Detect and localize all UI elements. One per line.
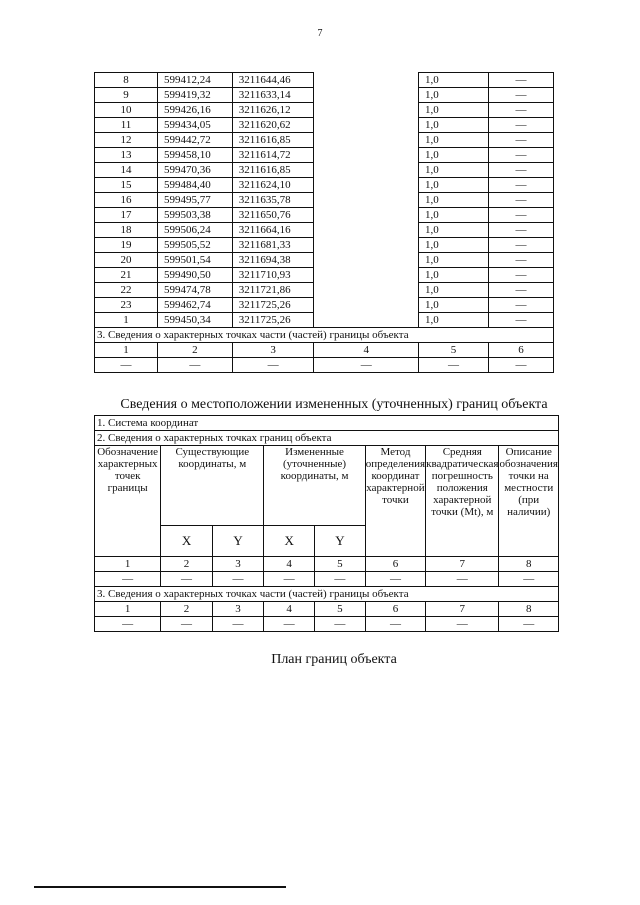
point-number: 11 <box>95 118 158 133</box>
description-value: — <box>489 178 554 193</box>
column-number: 4 <box>264 557 315 572</box>
table-row <box>95 118 554 133</box>
table-row <box>95 208 554 223</box>
column-number: 6 <box>365 602 425 617</box>
table-row <box>95 223 554 238</box>
y-coordinate: 3211626,12 <box>232 103 314 118</box>
table-gap <box>314 208 419 223</box>
x-coordinate: 599434,05 <box>158 118 233 133</box>
description-value: — <box>489 313 554 328</box>
column-number: 7 <box>426 557 499 572</box>
table-gap <box>314 163 419 178</box>
dash-value: — <box>489 358 554 373</box>
dash-value: — <box>315 572 366 587</box>
point-number: 8 <box>95 73 158 88</box>
table-gap <box>314 88 419 103</box>
y-coordinate: 3211725,26 <box>232 313 314 328</box>
table-row <box>95 163 554 178</box>
x-coordinate: 599442,72 <box>158 133 233 148</box>
description-value: — <box>489 133 554 148</box>
y-coordinate: 3211681,33 <box>232 238 314 253</box>
x-coordinate: 599484,40 <box>158 178 233 193</box>
table-gap <box>314 253 419 268</box>
x-coordinate: 599501,54 <box>158 253 233 268</box>
x-coordinate: 599506,24 <box>158 223 233 238</box>
x-coordinate: 599450,34 <box>158 313 233 328</box>
column-number: 2 <box>161 557 213 572</box>
mt-value: 1,0 <box>418 223 488 238</box>
col-mt: Средняя квадратическая погрешность положения характерной точки (Mt), м <box>426 446 499 557</box>
table-row <box>95 238 554 253</box>
changed-boundaries-heading: Сведения о местоположении измененных (уточненных) границ объекта <box>120 397 548 412</box>
column-number: 4 <box>314 343 419 358</box>
section3-numbers <box>95 343 554 358</box>
table-row <box>95 88 554 103</box>
section3-title-row <box>95 328 554 343</box>
description-value: — <box>489 238 554 253</box>
existing-y-header: Y <box>212 526 264 557</box>
point-number: 20 <box>95 253 158 268</box>
col-changed-coords: Измененные (уточненные) координаты, м <box>264 446 366 526</box>
col-description: Описание обозначения точки на местности (при наличии) <box>499 446 559 557</box>
mt-value: 1,0 <box>418 283 488 298</box>
dash-value: — <box>158 358 233 373</box>
col-point-label: Обозначение характерных точек границы <box>95 446 161 557</box>
dash-value: — <box>232 358 314 373</box>
y-coordinate: 3211725,26 <box>232 298 314 313</box>
dash-value: — <box>314 358 419 373</box>
y-coordinate: 3211694,38 <box>232 253 314 268</box>
mt-value: 1,0 <box>418 253 488 268</box>
mt-value: 1,0 <box>418 103 488 118</box>
table-gap <box>314 298 419 313</box>
column-number: 7 <box>426 602 499 617</box>
table-row <box>95 313 554 328</box>
column-number: 8 <box>499 557 559 572</box>
table-gap <box>314 238 419 253</box>
table-gap <box>314 193 419 208</box>
dash-value: — <box>95 358 158 373</box>
y-coordinate: 3211633,14 <box>232 88 314 103</box>
boundary-points-table <box>94 72 554 373</box>
dash-value: — <box>161 572 213 587</box>
description-value: — <box>489 298 554 313</box>
table-gap <box>314 313 419 328</box>
point-number: 12 <box>95 133 158 148</box>
table-row <box>95 283 554 298</box>
y-coordinate: 3211644,46 <box>232 73 314 88</box>
table-row <box>95 73 554 88</box>
x-coordinate: 599495,77 <box>158 193 233 208</box>
x-coordinate: 599419,32 <box>158 88 233 103</box>
mt-value: 1,0 <box>418 313 488 328</box>
mt-value: 1,0 <box>418 238 488 253</box>
y-coordinate: 3211650,76 <box>232 208 314 223</box>
dash-value: — <box>426 572 499 587</box>
y-coordinate: 3211614,72 <box>232 148 314 163</box>
y-coordinate: 3211664,16 <box>232 223 314 238</box>
description-value: — <box>489 88 554 103</box>
x-coordinate: 599490,50 <box>158 268 233 283</box>
changed-boundaries-table <box>94 415 559 632</box>
column-number: 2 <box>161 602 213 617</box>
x-coordinate: 599470,36 <box>158 163 233 178</box>
description-value: — <box>489 163 554 178</box>
dash-value: — <box>418 358 488 373</box>
changed-x-header: X <box>264 526 315 557</box>
table-gap <box>314 283 419 298</box>
mt-value: 1,0 <box>418 208 488 223</box>
y-coordinate: 3211624,10 <box>232 178 314 193</box>
description-value: — <box>489 118 554 133</box>
point-number: 23 <box>95 298 158 313</box>
table-row <box>95 133 554 148</box>
point-number: 15 <box>95 178 158 193</box>
column-number: 1 <box>95 343 158 358</box>
description-value: — <box>489 208 554 223</box>
dash-value: — <box>315 617 366 632</box>
description-value: — <box>489 193 554 208</box>
mt-value: 1,0 <box>418 163 488 178</box>
dash-value: — <box>264 572 315 587</box>
table-row <box>95 268 554 283</box>
mt-value: 1,0 <box>418 298 488 313</box>
mt-value: 1,0 <box>418 193 488 208</box>
dash-value: — <box>161 617 213 632</box>
existing-x-header: X <box>161 526 213 557</box>
dash-value: — <box>212 572 264 587</box>
column-number: 5 <box>418 343 488 358</box>
mt-value: 1,0 <box>418 88 488 103</box>
y-coordinate: 3211710,93 <box>232 268 314 283</box>
mt-value: 1,0 <box>418 178 488 193</box>
section3-title: 3. Сведения о характерных точках части (частей) границы объекта <box>95 328 554 343</box>
point-number: 17 <box>95 208 158 223</box>
table-row <box>95 298 554 313</box>
column-number: 5 <box>315 557 366 572</box>
dash-value: — <box>365 572 425 587</box>
changed-y-header: Y <box>315 526 366 557</box>
column-number: 3 <box>212 602 264 617</box>
column-number: 3 <box>232 343 314 358</box>
description-value: — <box>489 268 554 283</box>
x-coordinate: 599426,16 <box>158 103 233 118</box>
column-number: 5 <box>315 602 366 617</box>
point-number: 10 <box>95 103 158 118</box>
dash-value: — <box>499 572 559 587</box>
point-number: 18 <box>95 223 158 238</box>
footer-rule <box>34 886 286 888</box>
x-coordinate: 599474,78 <box>158 283 233 298</box>
column-number: 1 <box>95 557 161 572</box>
point-number: 19 <box>95 238 158 253</box>
x-coordinate: 599412,24 <box>158 73 233 88</box>
point-number: 1 <box>95 313 158 328</box>
description-value: — <box>489 253 554 268</box>
y-coordinate: 3211616,85 <box>232 133 314 148</box>
plan-heading: План границ объекта <box>271 652 397 667</box>
x-coordinate: 599458,10 <box>158 148 233 163</box>
table-row <box>95 178 554 193</box>
table-gap <box>314 133 419 148</box>
table-row <box>95 148 554 163</box>
table-row <box>95 253 554 268</box>
page-number: 7 <box>317 28 323 39</box>
column-number: 8 <box>499 602 559 617</box>
section3-values <box>95 358 554 373</box>
table-gap <box>314 118 419 133</box>
x-coordinate: 599462,74 <box>158 298 233 313</box>
column-number: 3 <box>212 557 264 572</box>
mt-value: 1,0 <box>418 268 488 283</box>
col-method: Метод определения координат характерной точки <box>365 446 425 557</box>
table-gap <box>314 223 419 238</box>
x-coordinate: 599503,38 <box>158 208 233 223</box>
point-number: 13 <box>95 148 158 163</box>
y-coordinate: 3211616,85 <box>232 163 314 178</box>
point-number: 21 <box>95 268 158 283</box>
mt-value: 1,0 <box>418 133 488 148</box>
dash-value: — <box>426 617 499 632</box>
table-row <box>95 193 554 208</box>
y-coordinate: 3211620,62 <box>232 118 314 133</box>
table-gap <box>314 268 419 283</box>
column-number: 4 <box>264 602 315 617</box>
y-coordinate: 3211635,78 <box>232 193 314 208</box>
description-value: — <box>489 283 554 298</box>
dash-value: — <box>499 617 559 632</box>
point-number: 22 <box>95 283 158 298</box>
table-gap <box>314 73 419 88</box>
point-number: 16 <box>95 193 158 208</box>
y-coordinate: 3211721,86 <box>232 283 314 298</box>
table-gap <box>314 178 419 193</box>
description-value: — <box>489 103 554 118</box>
table-gap <box>314 148 419 163</box>
point-number: 9 <box>95 88 158 103</box>
section2-title: 2. Сведения о характерных точках границ объекта <box>95 431 559 446</box>
x-coordinate: 599505,52 <box>158 238 233 253</box>
dash-value: — <box>264 617 315 632</box>
dash-value: — <box>95 617 161 632</box>
section3-title-2: 3. Сведения о характерных точках части (частей) границы объекта <box>95 587 559 602</box>
dash-value: — <box>212 617 264 632</box>
mt-value: 1,0 <box>418 148 488 163</box>
column-number: 1 <box>95 602 161 617</box>
dash-value: — <box>365 617 425 632</box>
description-value: — <box>489 73 554 88</box>
mt-value: 1,0 <box>418 118 488 133</box>
table-row <box>95 103 554 118</box>
description-value: — <box>489 223 554 238</box>
column-number: 6 <box>489 343 554 358</box>
column-number: 2 <box>158 343 233 358</box>
coordinate-system-row: 1. Система координат <box>95 416 559 431</box>
mt-value: 1,0 <box>418 73 488 88</box>
table-gap <box>314 103 419 118</box>
point-number: 14 <box>95 163 158 178</box>
dash-value: — <box>95 572 161 587</box>
col-existing-coords: Существующие координаты, м <box>161 446 264 526</box>
description-value: — <box>489 148 554 163</box>
column-number: 6 <box>365 557 425 572</box>
